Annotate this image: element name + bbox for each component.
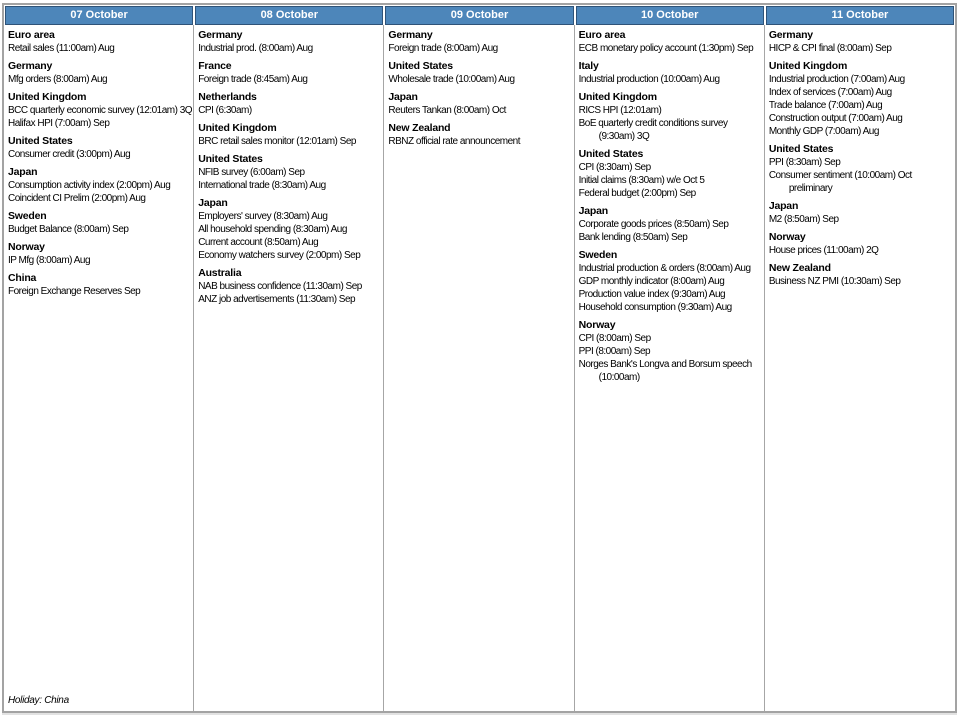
country-block bbox=[384, 122, 573, 148]
country-heading: Euro area bbox=[578, 29, 626, 41]
event-item: Employers' survey (8:30am) Aug bbox=[198, 211, 328, 222]
event-item: PPI (8:30am) Sep bbox=[768, 157, 841, 168]
event-item: Industrial production (10:00am) Aug bbox=[578, 74, 720, 85]
event-item: Mfg orders (8:00am) Aug bbox=[8, 74, 108, 85]
date-header: 11 October bbox=[766, 6, 954, 25]
country-block bbox=[4, 272, 193, 298]
event-item: International trade (8:30am) Aug bbox=[198, 180, 326, 191]
country-block bbox=[575, 205, 764, 244]
country-block bbox=[765, 60, 955, 138]
country-block bbox=[194, 60, 383, 86]
event-item: All household spending (8:30am) Aug bbox=[198, 224, 347, 235]
calendar-column-07-october bbox=[4, 5, 194, 711]
calendar-column-09-october bbox=[384, 5, 574, 711]
country-heading: France bbox=[198, 60, 232, 72]
calendar-column-body bbox=[765, 25, 955, 711]
event-item: Coincident CI Prelim (2:00pm) Aug bbox=[8, 193, 146, 204]
event-item: GDP monthly indicator (8:00am) Aug bbox=[578, 276, 725, 287]
event-item: Index of services (7:00am) Aug bbox=[768, 87, 892, 98]
country-heading: Norway bbox=[578, 319, 616, 331]
country-heading: New Zealand bbox=[768, 262, 831, 274]
country-heading: United Kingdom bbox=[578, 91, 657, 103]
event-item: RICS HPI (12:01am) bbox=[578, 105, 662, 116]
event-item: Current account (8:50am) Aug bbox=[198, 237, 319, 248]
event-item: HICP & CPI final (8:00am) Sep bbox=[768, 43, 892, 54]
country-heading: China bbox=[8, 272, 37, 284]
country-heading: United States bbox=[8, 135, 73, 147]
country-block bbox=[765, 200, 955, 226]
country-block bbox=[4, 91, 193, 130]
event-item: IP Mfg (8:00am) Aug bbox=[8, 255, 91, 266]
country-block bbox=[765, 262, 955, 288]
country-block bbox=[194, 122, 383, 148]
event-item: BCC quarterly economic survey (12:01am) 3Q bbox=[8, 105, 193, 116]
date-header: 10 October bbox=[576, 6, 764, 25]
event-item: Consumer credit (3:00pm) Aug bbox=[8, 149, 131, 160]
event-item: M2 (8:50am) Sep bbox=[768, 214, 839, 225]
event-item: Economy watchers survey (2:00pm) Sep bbox=[198, 250, 361, 261]
calendar-column-body bbox=[575, 25, 765, 711]
event-item: Initial claims (8:30am) w/e Oct 5 bbox=[578, 175, 705, 186]
event-item: Foreign Exchange Reserves Sep bbox=[8, 286, 141, 297]
country-block bbox=[384, 60, 573, 86]
country-heading: Japan bbox=[8, 166, 38, 178]
country-heading: Sweden bbox=[578, 249, 618, 261]
calendar-column-10-october bbox=[575, 5, 765, 711]
country-block bbox=[4, 210, 193, 236]
event-item: NAB business confidence (11:30am) Sep bbox=[198, 281, 362, 292]
event-item: House prices (11:00am) 2Q bbox=[768, 245, 879, 256]
event-item: Wholesale trade (10:00am) Aug bbox=[388, 74, 515, 85]
economic-calendar-table bbox=[2, 3, 957, 713]
event-item: Retail sales (11:00am) Aug bbox=[8, 43, 115, 54]
country-block bbox=[384, 29, 573, 55]
country-heading: Australia bbox=[198, 267, 242, 279]
event-item: ECB monetary policy account (1:30pm) Sep bbox=[578, 43, 754, 54]
country-heading: Netherlands bbox=[198, 91, 257, 103]
calendar-column-11-october bbox=[765, 5, 955, 711]
event-item: Bank lending (8:50am) Sep bbox=[578, 232, 688, 243]
country-heading: Germany bbox=[388, 29, 433, 41]
country-heading: Sweden bbox=[8, 210, 47, 222]
calendar-column-08-october bbox=[194, 5, 384, 711]
country-block bbox=[384, 91, 573, 117]
holiday-note: Holiday: China bbox=[8, 695, 69, 706]
country-block bbox=[194, 197, 383, 262]
date-header: 08 October bbox=[195, 6, 383, 25]
event-item: Corporate goods prices (8:50am) Sep bbox=[578, 219, 729, 230]
event-item: Foreign trade (8:45am) Aug bbox=[198, 74, 308, 85]
event-item: Monthly GDP (7:00am) Aug bbox=[768, 126, 879, 137]
event-item: PPI (8:00am) Sep bbox=[578, 346, 651, 357]
calendar-column-body bbox=[4, 25, 194, 711]
event-item: CPI (6:30am) bbox=[198, 105, 252, 116]
event-item: Industrial production & orders (8:00am) Aug bbox=[578, 263, 751, 274]
date-header: 09 October bbox=[385, 6, 573, 25]
country-block bbox=[4, 166, 193, 205]
event-item: CPI (8:30am) Sep bbox=[578, 162, 651, 173]
country-heading: United Kingdom bbox=[768, 60, 848, 72]
event-item: Reuters Tankan (8:00am) Oct bbox=[388, 105, 506, 116]
country-block bbox=[4, 29, 193, 55]
country-heading: Germany bbox=[768, 29, 813, 41]
country-block bbox=[765, 231, 955, 257]
event-item: NFIB survey (6:00am) Sep bbox=[198, 167, 305, 178]
country-block bbox=[575, 319, 764, 384]
country-heading: Japan bbox=[388, 91, 418, 103]
event-item: Trade balance (7:00am) Aug bbox=[768, 100, 883, 111]
country-heading: Euro area bbox=[8, 29, 55, 41]
country-block bbox=[4, 241, 193, 267]
country-block bbox=[194, 91, 383, 117]
event-item: Budget Balance (8:00am) Sep bbox=[8, 224, 129, 235]
country-block bbox=[575, 91, 764, 143]
country-heading: Japan bbox=[198, 197, 228, 209]
country-heading: New Zealand bbox=[388, 122, 451, 134]
country-block bbox=[765, 143, 955, 195]
event-item: Federal budget (2:00pm) Sep bbox=[578, 188, 696, 199]
country-block bbox=[765, 29, 955, 55]
country-heading: Germany bbox=[198, 29, 243, 41]
country-block bbox=[4, 60, 193, 86]
country-heading: United States bbox=[388, 60, 453, 72]
event-item: Industrial production (7:00am) Aug bbox=[768, 74, 905, 85]
country-heading: United States bbox=[198, 153, 263, 165]
event-item: Production value index (9:30am) Aug bbox=[578, 289, 726, 300]
calendar-column-body bbox=[194, 25, 384, 711]
event-item: BoE quarterly credit conditions survey (9:30am) 3Q bbox=[578, 118, 728, 142]
event-item: Industrial prod. (8:00am) Aug bbox=[198, 43, 313, 54]
country-heading: United States bbox=[768, 143, 834, 155]
calendar-column-body bbox=[384, 25, 574, 711]
event-item: RBNZ official rate announcement bbox=[388, 136, 521, 147]
event-item: Consumption activity index (2:00pm) Aug bbox=[8, 180, 171, 191]
event-item: Foreign trade (8:00am) Aug bbox=[388, 43, 498, 54]
event-item: Norges Bank's Longva and Borsum speech (10:00am) bbox=[578, 359, 752, 383]
country-block bbox=[194, 29, 383, 55]
event-item: Construction output (7:00am) Aug bbox=[768, 113, 903, 124]
event-item: Halifax HPI (7:00am) Sep bbox=[8, 118, 110, 129]
country-block bbox=[4, 135, 193, 161]
event-item: ANZ job advertisements (11:30am) Sep bbox=[198, 294, 356, 305]
country-heading: Italy bbox=[578, 60, 599, 72]
country-heading: Norway bbox=[768, 231, 806, 243]
country-heading: United Kingdom bbox=[8, 91, 87, 103]
country-block bbox=[575, 29, 764, 55]
country-block bbox=[194, 153, 383, 192]
event-item: Business NZ PMI (10:30am) Sep bbox=[768, 276, 901, 287]
date-header: 07 October bbox=[5, 6, 193, 25]
country-heading: Japan bbox=[768, 200, 799, 212]
event-item: BRC retail sales monitor (12:01am) Sep bbox=[198, 136, 356, 147]
country-heading: Norway bbox=[8, 241, 45, 253]
country-block bbox=[575, 148, 764, 200]
country-block bbox=[575, 249, 764, 314]
country-block bbox=[194, 267, 383, 306]
country-heading: United Kingdom bbox=[198, 122, 277, 134]
event-item: CPI (8:00am) Sep bbox=[578, 333, 651, 344]
event-item: Consumer sentiment (10:00am) Oct preliminary bbox=[768, 170, 912, 194]
event-item: Household consumption (9:30am) Aug bbox=[578, 302, 732, 313]
country-heading: Japan bbox=[578, 205, 608, 217]
country-block bbox=[575, 60, 764, 86]
country-heading: United States bbox=[578, 148, 644, 160]
country-heading: Germany bbox=[8, 60, 53, 72]
